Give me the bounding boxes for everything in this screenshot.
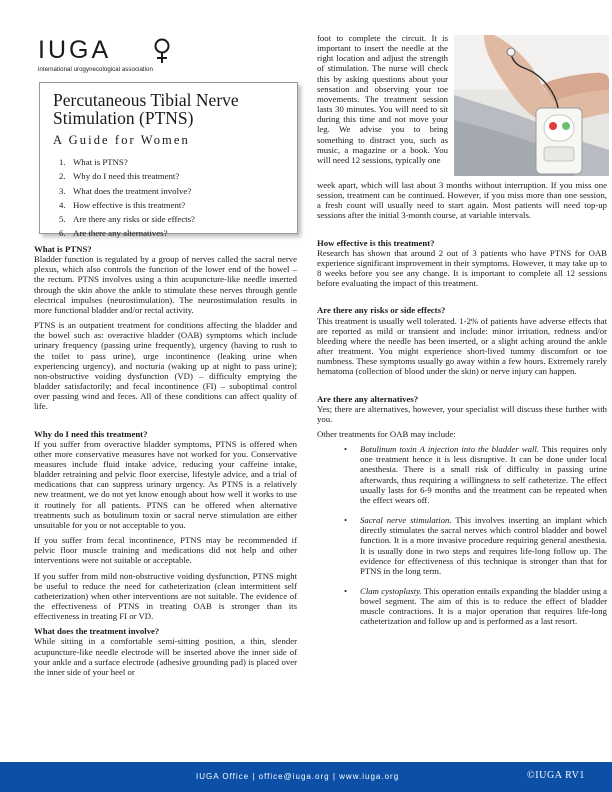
section-heading-risks: Are there any risks or side effects? (317, 305, 446, 316)
paragraph: If you suffer from overactive bladder symptoms, PTNS is offered when other more conservative measures have not worked for you. Conservative measures include fluid intake advice, reducing your caffeine intake, bladder retraining and pelvic floor exercise, lifestyle advice, and a trial of medications that can suppress urinary urgency. As PTNS is a relatively new treatment, we do not yet know enough about how well it works to use it routinely for all patients. PTNS can be offered when alternative treatments such as botulinum toxin or sacral nerve stimulation are either unsuitable for you or not acceptable to you. (34, 438, 297, 530)
paragraph: Bladder function is regulated by a group of nerves called the sacral nerve plexus, which also controls the function of the lower end of the bowel – the rectum. PTNS involves using a thin acupuncture-like needle inserted through the skin above the ankle to stimulate these nerves through gentle electrical impulses (neurostimulation). The neurostimulation results in more functional bladder and/or rectal activity. (34, 254, 297, 315)
section-heading-involve: What does the treatment involve? (34, 626, 160, 637)
footer-contact: IUGA Office | office@iuga.org | www.iuga.org (196, 772, 400, 781)
right-column-top (317, 33, 448, 165)
list-item: • Botulinum toxin A injection into the bladder wall. This requires only one treatment hence it is less disruptive. It can be done under local anesthesia. There is a small risk of difficulty in passing urine afterwards, thus requiring a willingness to self catheterize. The effect usually lasts for 6-9 months and the treatment can be repeated when the effect wears off. (344, 444, 607, 505)
logo-wordmark: IUGA (38, 36, 112, 64)
paragraph: PTNS is an outpatient treatment for conditions affecting the bladder and the bowel such as: overactive bladder (OAB) symptoms which include urinary frequency (passing urine frequently), urgency (having to rush to the toilet to pass urine), urge incontinence (leaking urine when experiencing urgency), and nocturia (waking up at night to pass urine); non-obstructive voiding dysfunction (VD) – difficulty emptying the bladder satisfactorily; and fecal incontinence (FI) – suboptimal control over passing wind and feces. All of these conditions can affect quality of life. (34, 320, 297, 412)
toc-item: 5. Are there any risks or side effects? (59, 214, 195, 225)
iuga-logo (38, 36, 278, 80)
section-heading-alternatives: Are there any alternatives? (317, 393, 419, 404)
section-heading-why: Why do I need this treatment? (34, 428, 148, 439)
paragraph: This treatment is usually well tolerated. 1-2% of patients have adverse effects that are reported as mild or transient and include: minor irritation, redness and/or bleeding where the needle has been inserted, or a slight aching around the ankle after treatment. You might experience short-lived tummy discomfort or toe numbness. These symptoms usually go away within a few hours. Extremely rarely hematoma (collection of blood under the skin) or nerve injury can happen. (317, 315, 607, 377)
toc-item: 4. How effective is this treatment? (59, 199, 186, 210)
section-heading-what: What is PTNS? (34, 244, 92, 254)
paragraph: foot to complete the circuit. It is important to insert the needle at the right location and adjust the strength of stimulation. The nurse will check this by asking questions about your sensation and observing your toe movements. The treatment session lasts 30 minutes. You will need to sit during this time and not move your leg. We advise you to bring something to distract you, such as music, a magazine or a book. You will need 12 sessions, typically one (317, 33, 448, 165)
toc-item: 6. Are there any alternatives? (59, 228, 168, 239)
paragraph: Yes; there are alternatives, however, your specialist will discuss these further with you. (317, 403, 607, 424)
footer-copyright: ©IUGA RV1 (527, 770, 586, 781)
section-heading-effective: How effective is this treatment? (317, 237, 435, 248)
toc-item: 3. What does the treatment involve? (59, 185, 192, 196)
list-item: • Clam cystoplasty. This operation entails expanding the bladder using a bowel segment. The aim of this is to reduce the effect of bladder muscle contractions. It is a major operation that requires life-long catheterization and follow up and is performed as a last resort. (344, 586, 607, 627)
document-subtitle: A Guide for Women (53, 133, 190, 147)
left-column (34, 244, 297, 682)
right-column (317, 180, 607, 637)
footer-bar (0, 762, 612, 792)
paragraph: Research has shown that around 2 out of 3 patients who have PTNS for OAB experience significant improvement in their symptoms. However, it may take up to 8 weeks before you see any change. It is important to complete all 12 sessions before evaluating the impact of this treatment. (317, 247, 607, 289)
table-of-contents (53, 155, 291, 241)
title-box (39, 82, 298, 239)
alternatives-list (317, 444, 607, 627)
paragraph: Other treatments for OAB may include: (317, 428, 456, 439)
toc-item: 1. What is PTNS? (59, 157, 128, 167)
paragraph: While sitting in a comfortable semi-sitting position, a thin, slender acupuncture-like needle electrode will be inserted above the inner side of your ankle and a surface electrode (adhesive grounding pad) is placed over the inner side of your heel or (34, 636, 297, 677)
list-item: • Sacral nerve stimulation. This involves inserting an implant which directly stimulates the sacral nerves which control bladder and bowel function. It is a more invasive procedure requiring general anesthesia. It is usually done in two steps and requires life-long follow up. The evidence for effectiveness of this technique is stronger than that for PTNS in the long term. (344, 515, 607, 576)
document-title: Percutaneous Tibial Nerve Stimulation (PTNS) (53, 90, 239, 128)
paragraph: week apart, which will last about 3 months without interruption. If you miss one session, treatment can be continued. However, if you miss more than one session, a fresh count will usually need to start again. Most patients will need top-up sessions after the initial 3-month course, at variable intervals. (317, 180, 607, 221)
ptns-treatment-photo (454, 35, 609, 176)
female-symbol-icon (151, 37, 173, 65)
paragraph: If you suffer from mild non-obstructive voiding dysfunction, PTNS might be useful to reduce the need for catheterization (clean intermittent self catheterization) when other interventions are not suitable. The evidence of the effectiveness of PTNS in treating OAB is stronger than its effectiveness in treating FI or VD. (34, 570, 297, 622)
paragraph: If you suffer from fecal incontinence, PTNS may be recommended if pelvic floor muscle training and medications did not help and other interventions were not suitable or acceptable. (34, 535, 297, 566)
toc-item: 2. Why do I need this treatment? (59, 171, 180, 182)
logo-tagline: international urogynecological association (38, 66, 153, 73)
